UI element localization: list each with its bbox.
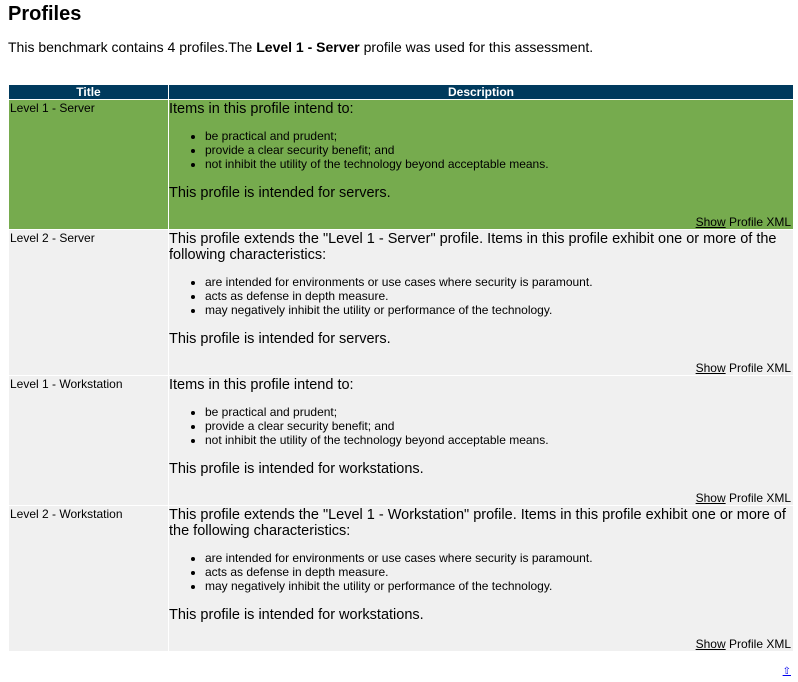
table-row-2 xyxy=(9,230,793,375)
show-profile-xml-suffix: Profile XML xyxy=(725,637,791,651)
show-profile-xml xyxy=(169,361,792,375)
list-item: • may negatively inhibit the utility or performance of the technology. xyxy=(205,303,792,317)
profile-description-head: Items in this profile intend to: xyxy=(169,377,354,393)
profile-title: Level 1 - Server xyxy=(9,100,168,229)
profile-bullet-list xyxy=(169,275,792,317)
profile-description-foot: This profile is intended for servers. xyxy=(169,185,391,201)
show-profile-xml-link[interactable]: Show xyxy=(695,215,726,229)
show-profile-xml-suffix: Profile XML xyxy=(725,491,791,505)
profile-description xyxy=(169,376,793,505)
list-item: • provide a clear security benefit; and xyxy=(205,143,792,157)
profile-title: Level 2 - Server xyxy=(9,230,168,375)
list-item: • be practical and prudent; xyxy=(205,129,792,143)
table-header-row xyxy=(9,85,793,99)
profile-description xyxy=(169,100,793,229)
table-row-3 xyxy=(9,376,793,505)
list-item: • not inhibit the utility of the technology beyond acceptable means. xyxy=(205,433,792,447)
profile-description xyxy=(169,506,793,651)
table-row-4 xyxy=(9,506,793,651)
column-header-title: Title xyxy=(9,85,168,99)
profiles-table xyxy=(8,84,794,652)
profile-title: Level 1 - Workstation xyxy=(9,376,168,505)
intro-suffix: profile was used for this assessment. xyxy=(359,39,594,55)
profile-description xyxy=(169,230,793,375)
show-profile-xml xyxy=(169,637,792,651)
list-item: • acts as defense in depth measure. xyxy=(205,565,792,579)
profiles-section xyxy=(8,0,792,651)
list-item: • provide a clear security benefit; and xyxy=(205,419,792,433)
show-profile-xml-link[interactable]: Show xyxy=(695,361,726,375)
back-to-top-link[interactable]: ⇧ xyxy=(782,666,791,677)
intro-selected-profile: Level 1 - Server xyxy=(256,39,360,55)
profile-bullet-list xyxy=(169,405,792,447)
show-profile-xml xyxy=(169,215,792,229)
show-profile-xml xyxy=(169,491,792,505)
profile-description-head: This profile extends the "Level 1 - Server" profile. Items in this profile exhibit one or more of the following characteristics: xyxy=(169,231,777,263)
profile-bullet-list xyxy=(169,551,792,593)
profile-title: Level 2 - Workstation xyxy=(9,506,168,651)
page-title: Profiles xyxy=(8,3,82,25)
list-item: • are intended for environments or use cases where security is paramount. xyxy=(205,275,792,289)
show-profile-xml-suffix: Profile XML xyxy=(725,361,791,375)
profile-description-foot: This profile is intended for workstations. xyxy=(169,461,424,477)
list-item: • are intended for environments or use cases where security is paramount. xyxy=(205,551,792,565)
profile-description-head: This profile extends the "Level 1 - Workstation" profile. Items in this profile exhibit one or more of the following characteristics: xyxy=(169,507,786,539)
list-item: • may negatively inhibit the utility or performance of the technology. xyxy=(205,579,792,593)
list-item: • not inhibit the utility of the technology beyond acceptable means. xyxy=(205,157,792,171)
list-item: • be practical and prudent; xyxy=(205,405,792,419)
intro-text xyxy=(8,39,792,55)
table-row-1 xyxy=(9,100,793,229)
show-profile-xml-link[interactable]: Show xyxy=(695,637,726,651)
profile-bullet-list xyxy=(169,129,792,171)
profile-description-foot: This profile is intended for servers. xyxy=(169,331,391,347)
profile-description-foot: This profile is intended for workstations. xyxy=(169,607,424,623)
show-profile-xml-link[interactable]: Show xyxy=(695,491,726,505)
list-item: • acts as defense in depth measure. xyxy=(205,289,792,303)
profiles-table-body xyxy=(9,100,793,651)
show-profile-xml-suffix: Profile XML xyxy=(725,215,791,229)
intro-prefix: This benchmark contains 4 profiles.The xyxy=(8,39,257,55)
column-header-description: Description xyxy=(169,85,793,99)
profile-description-head: Items in this profile intend to: xyxy=(169,101,354,117)
